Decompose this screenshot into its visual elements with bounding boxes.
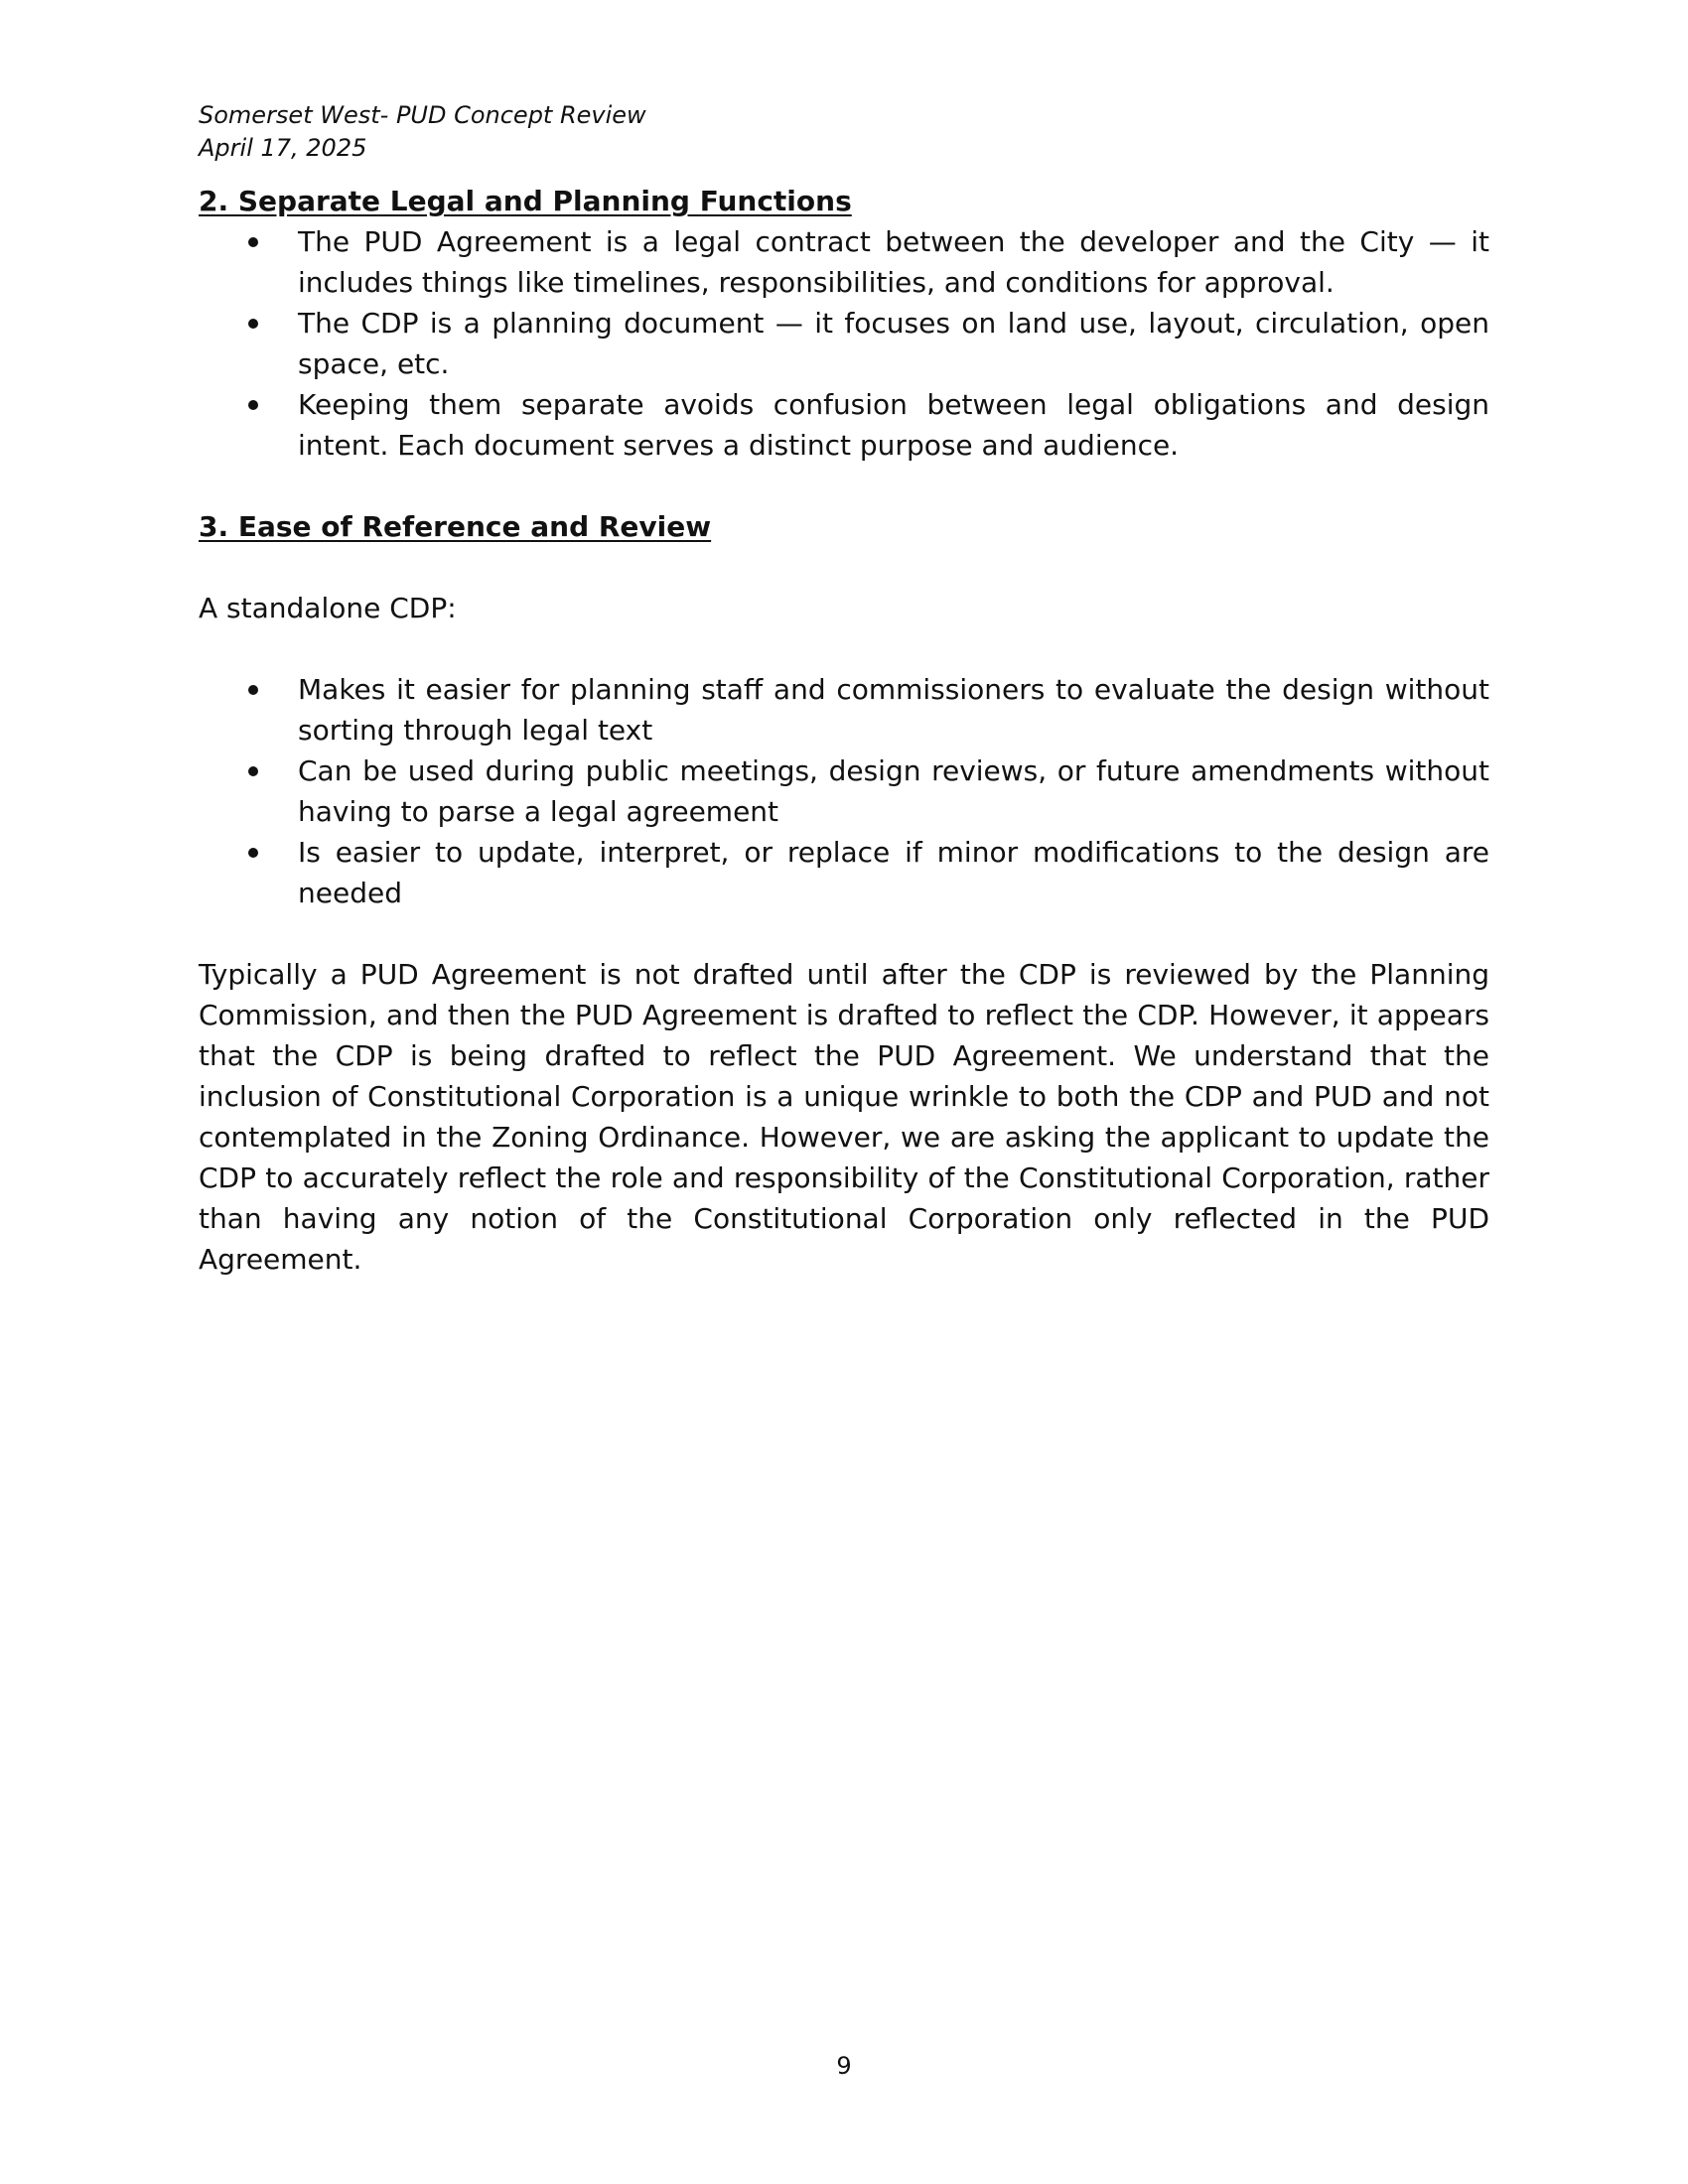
spacer: [199, 466, 1489, 506]
section-2-bullet-list: [199, 221, 1489, 466]
list-item: [199, 221, 1489, 303]
list-item: [199, 669, 1489, 751]
section-2-heading: 2. Separate Legal and Planning Functions: [199, 185, 852, 217]
spacer: [199, 547, 1489, 588]
list-item: [199, 384, 1489, 466]
bullet-icon: [248, 848, 258, 858]
document-page: [199, 99, 1489, 1280]
list-item-text: Keeping them separate avoids confusion between legal obligations and design intent. Each document serves a distinct purpose and audience.: [298, 388, 1489, 462]
bullet-icon: [248, 319, 258, 329]
bullet-icon: [248, 237, 258, 247]
section-3-bullet-list: [199, 669, 1489, 913]
page-number: 9: [836, 2052, 852, 2080]
header-date: April 17, 2025: [199, 134, 367, 162]
section-3-heading: 3. Ease of Reference and Review: [199, 510, 712, 543]
list-item-text: Makes it easier for planning staff and commissioners to evaluate the design without sorting through legal text: [298, 673, 1489, 747]
running-header: [199, 99, 1489, 165]
header-title: Somerset West- PUD Concept Review: [199, 101, 646, 129]
bullet-icon: [248, 685, 258, 695]
bullet-icon: [248, 400, 258, 410]
bullet-icon: [248, 766, 258, 776]
list-item: [199, 303, 1489, 384]
spacer: [199, 913, 1489, 954]
closing-paragraph: Typically a PUD Agreement is not drafted until after the CDP is reviewed by the Planning Commission, and then the PUD Agreement is drafted to reflect the CDP. However, it appears that the CDP is being drafted to reflect the PUD Agreement. We understand that the inclusion of Constitutional Corporation is a unique wrinkle to both the CDP and PUD and not contemplated in the Zoning Ordinance. However, we are asking the applicant to update the CDP to accurately reflect the role and responsibility of the Constitutional Corporation, rather than having any notion of the Constitutional Corporation only reflected in the PUD Agreement.: [199, 958, 1489, 1276]
list-item-text: Can be used during public meetings, design reviews, or future amendments without having to parse a legal agreement: [298, 754, 1489, 828]
list-item: [199, 832, 1489, 913]
section-3-intro: A standalone CDP:: [199, 592, 457, 624]
list-item-text: The CDP is a planning document — it focuses on land use, layout, circulation, open space, etc.: [298, 307, 1489, 380]
list-item-text: Is easier to update, interpret, or replace if minor modifications to the design are needed: [298, 836, 1489, 909]
list-item: [199, 751, 1489, 832]
spacer: [199, 628, 1489, 669]
list-item-text: The PUD Agreement is a legal contract between the developer and the City — it includes things like timelines, responsibilities, and conditions for approval.: [298, 225, 1489, 299]
